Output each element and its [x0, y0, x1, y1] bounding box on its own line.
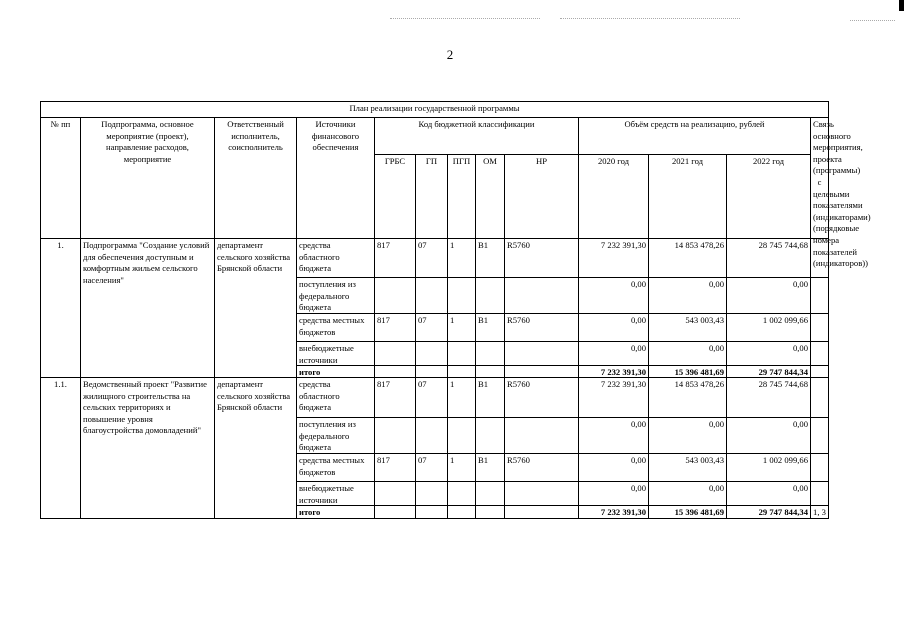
nr-cell: R5760: [504, 238, 579, 278]
amount-2020-cell: 7 232 391,30: [578, 365, 649, 378]
scan-corner-mark: [899, 0, 904, 11]
pgp-cell: [447, 277, 476, 314]
pgp-cell: [447, 341, 476, 366]
om-cell: В1: [475, 313, 505, 342]
pgp-cell: [447, 481, 476, 506]
amount-2021-cell: 543 003,43: [648, 313, 727, 342]
scan-dots: [390, 18, 540, 20]
amount-2021-cell: 543 003,43: [648, 453, 727, 482]
amount-2022-cell: 0,00: [726, 417, 811, 454]
grbs-cell: 817: [374, 453, 416, 482]
link-cell-empty: [810, 481, 829, 506]
link-cell: 1, 3: [810, 505, 829, 519]
gp-cell: [415, 505, 448, 519]
executor-name: департамент сельского хозяйства Брянской области: [214, 238, 297, 378]
program-name: Ведомственный проект "Развитие жилищного строительства на сельских территориях и повышение уровня благоустройства домовладений": [80, 377, 215, 519]
link-cell-empty: [810, 238, 829, 278]
nr-cell: [504, 417, 579, 454]
link-cell-empty: [810, 453, 829, 482]
amount-2021-cell: 15 396 481,69: [648, 365, 727, 378]
header-2020: 2020 год: [578, 154, 649, 239]
pgp-cell: 1: [447, 313, 476, 342]
source-cell: внебюджетные источники: [296, 481, 375, 506]
header-grbs: ГРБС: [374, 154, 416, 239]
link-cell-empty: [810, 313, 829, 342]
grbs-cell: [374, 481, 416, 506]
amount-2021-cell: 0,00: [648, 341, 727, 366]
grbs-cell: 817: [374, 313, 416, 342]
header-num: № пп: [40, 117, 81, 239]
amount-2022-cell: 29 747 844,34: [726, 365, 811, 378]
amount-2022-cell: 1 002 099,66: [726, 313, 811, 342]
executor-name: департамент сельского хозяйства Брянской области: [214, 377, 297, 519]
amount-2020-cell: 7 232 391,30: [578, 238, 649, 278]
amount-2020-cell: 0,00: [578, 313, 649, 342]
amount-2020-cell: 0,00: [578, 453, 649, 482]
header-gp: ГП: [415, 154, 448, 239]
grbs-cell: [374, 417, 416, 454]
source-cell: поступления из федерального бюджета: [296, 277, 375, 314]
amount-2020-cell: 7 232 391,30: [578, 377, 649, 418]
amount-2021-cell: 0,00: [648, 417, 727, 454]
grbs-cell: 817: [374, 238, 416, 278]
amount-2020-cell: 7 232 391,30: [578, 505, 649, 519]
gp-cell: 07: [415, 313, 448, 342]
header-2022: 2022 год: [726, 154, 811, 239]
pgp-cell: [447, 505, 476, 519]
amount-2022-cell: 0,00: [726, 341, 811, 366]
source-cell: поступления из федерального бюджета: [296, 417, 375, 454]
amount-2021-cell: 0,00: [648, 481, 727, 506]
row-number: 1.: [40, 238, 81, 378]
nr-cell: [504, 481, 579, 506]
header-2021: 2021 год: [648, 154, 727, 239]
amount-2020-cell: 0,00: [578, 481, 649, 506]
amount-2022-cell: 28 745 744,68: [726, 238, 811, 278]
header-bcc: Код бюджетной классификации: [374, 117, 579, 155]
nr-cell: R5760: [504, 313, 579, 342]
amount-2020-cell: 0,00: [578, 277, 649, 314]
nr-cell: [504, 277, 579, 314]
grbs-cell: [374, 505, 416, 519]
gp-cell: [415, 481, 448, 506]
om-cell: В1: [475, 238, 505, 278]
link-cell-empty: [810, 341, 829, 366]
pgp-cell: 1: [447, 453, 476, 482]
source-cell: внебюджетные источники: [296, 341, 375, 366]
amount-2020-cell: 0,00: [578, 341, 649, 366]
header-pgp: ПГП: [447, 154, 476, 239]
amount-2022-cell: 28 745 744,68: [726, 377, 811, 418]
plan-table: [41, 102, 871, 519]
grbs-cell: [374, 277, 416, 314]
source-cell: средства областного бюджета: [296, 238, 375, 278]
om-cell: [475, 505, 505, 519]
nr-cell: R5760: [504, 453, 579, 482]
source-cell: средства местных бюджетов: [296, 313, 375, 342]
gp-cell: [415, 277, 448, 314]
header-program: Подпрограмма, основное мероприятие (проект), направление расходов, мероприятие: [80, 117, 215, 239]
om-cell: В1: [475, 377, 505, 418]
om-cell: [475, 481, 505, 506]
amount-2021-cell: 0,00: [648, 277, 727, 314]
header-volume: Объём средств на реализацию, рублей: [578, 117, 811, 155]
grbs-cell: 817: [374, 377, 416, 418]
header-source: Источники финансового обеспечения: [296, 117, 375, 239]
header-nr: НР: [504, 154, 579, 239]
scan-dots: [560, 18, 740, 20]
header-link: Связь основного мероприятия, проекта (программы) с целевыми показателями (индикаторами) (порядковые номера показателей (индикаторов)): [810, 117, 829, 239]
pgp-cell: [447, 417, 476, 454]
scan-dots: [850, 20, 895, 22]
pgp-cell: 1: [447, 238, 476, 278]
amount-2022-cell: 29 747 844,34: [726, 505, 811, 519]
source-cell: средства областного бюджета: [296, 377, 375, 418]
source-cell: средства местных бюджетов: [296, 453, 375, 482]
om-cell: В1: [475, 453, 505, 482]
gp-cell: [415, 417, 448, 454]
gp-cell: 07: [415, 453, 448, 482]
amount-2022-cell: 0,00: [726, 277, 811, 314]
amount-2022-cell: 1 002 099,66: [726, 453, 811, 482]
om-cell: [475, 341, 505, 366]
source-cell: итого: [296, 505, 375, 519]
grbs-cell: [374, 341, 416, 366]
gp-cell: [415, 341, 448, 366]
page-number: 2: [446, 47, 454, 62]
om-cell: [475, 417, 505, 454]
amount-2021-cell: 14 853 478,26: [648, 238, 727, 278]
om-cell: [475, 277, 505, 314]
table-title: План реализации государственной программы: [40, 101, 829, 118]
amount-2021-cell: 15 396 481,69: [648, 505, 727, 519]
nr-cell: R5760: [504, 377, 579, 418]
nr-cell: [504, 505, 579, 519]
header-executor: Ответственный исполнитель, соисполнитель: [214, 117, 297, 239]
nr-cell: [504, 341, 579, 366]
amount-2020-cell: 0,00: [578, 417, 649, 454]
link-cell-empty: [810, 377, 829, 418]
amount-2022-cell: 0,00: [726, 481, 811, 506]
link-cell-empty: [810, 417, 829, 454]
row-number: 1.1.: [40, 377, 81, 519]
gp-cell: 07: [415, 238, 448, 278]
link-cell-empty: [810, 277, 829, 314]
gp-cell: 07: [415, 377, 448, 418]
source-cell: итого: [296, 365, 375, 378]
header-om: ОМ: [475, 154, 505, 239]
program-name: Подпрограмма "Создание условий для обеспечения доступным и комфортным жильем сельского населения": [80, 238, 215, 378]
pgp-cell: 1: [447, 377, 476, 418]
amount-2021-cell: 14 853 478,26: [648, 377, 727, 418]
